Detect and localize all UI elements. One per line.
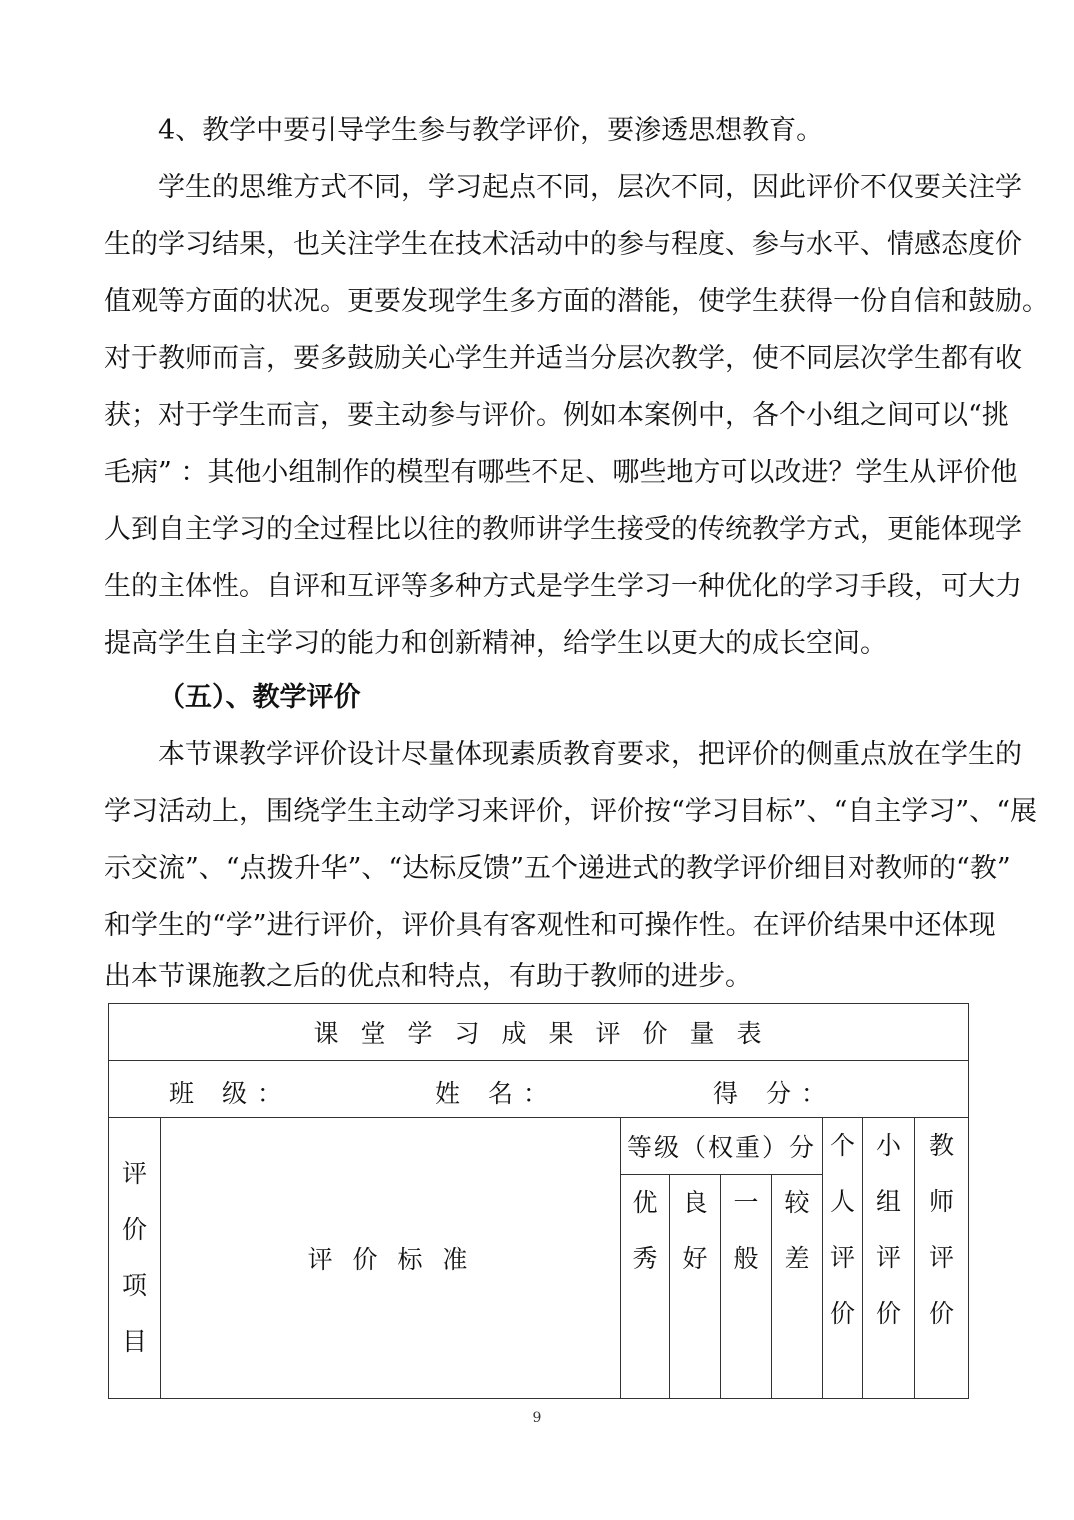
paragraph-line: 人到自主学习的全过程比以往的教师讲学生接受的传统教学方式，更能体现学 [104,514,1022,545]
paragraph-line: 和学生的“学”进行评价，评价具有客观性和可操作性。在评价结果中还体现 [104,910,996,941]
teacher-evaluation-header: 教 师 评 价 [915,1118,969,1399]
paragraph-line: 对于教师而言，要多鼓励关心学生并适当分层次教学，使不同层次学生都有收 [104,343,1022,374]
paragraph-line: 学习活动上，围绕学生主动学习来评价，评价按“学习目标”、“自主学习”、“展 [104,796,1038,827]
grade-good: 良 好 [670,1175,721,1399]
paragraph-item-4: 4、教学中要引导学生参与教学评价，要渗透思想教育。 [158,115,824,146]
paragraph-line: 出本节课施教之后的优点和特点，有助于教师的进步。 [104,961,752,992]
grade-average: 一 般 [721,1175,772,1399]
class-label: 班 级： [169,1079,292,1108]
paragraph-line: 本节课教学评价设计尽量体现素质教育要求，把评价的侧重点放在学生的 [158,739,1022,770]
evaluation-standard-header: 评 价 标 准 [161,1118,621,1399]
paragraph-line: 生的学习结果，也关注学生在技术活动中的参与程度、参与水平、情感态度价 [104,229,1022,260]
group-evaluation-header: 小 组 评 价 [863,1118,915,1399]
paragraph-line: 值观等方面的状况。更要发现学生多方面的潜能，使学生获得一份自信和鼓励。 [104,286,1049,317]
paragraph-line: 示交流”、“点拨升华”、“达标反馈”五个递进式的教学评价细目对教师的“教” [104,853,1011,884]
paragraph-line: 生的主体性。自评和互评等多种方式是学生学习一种优化的学习手段，可大力 [104,571,1022,602]
self-evaluation-header: 个 人 评 价 [823,1118,863,1399]
page-number: 9 [532,1410,542,1426]
paragraph-line: 获；对于学生而言，要主动参与评价。例如本案例中，各个小组之间可以“挑 [104,400,1009,431]
name-label: 姓 名： [435,1079,558,1108]
paragraph-line: 学生的思维方式不同，学习起点不同，层次不同，因此评价不仅要关注学 [158,172,1022,203]
grade-weight-header: 等级（权重）分 [621,1118,823,1175]
score-label: 得 分： [713,1079,836,1108]
paragraph-line: 提高学生自主学习的能力和创新精神，给学生以更大的成长空间。 [104,628,887,659]
evaluation-item-header: 评 价 项 目 [109,1118,161,1399]
grade-poor: 较 差 [772,1175,823,1399]
grade-excellent: 优 秀 [621,1175,670,1399]
student-info-row [109,1061,969,1118]
table-title: 课堂学习成果评价量表 [109,1004,969,1061]
evaluation-table [108,1003,969,1399]
paragraph-line: 毛病” ：其他小组制作的模型有哪些不足、哪些地方可以改进？学生从评价他 [104,457,1018,488]
section-heading: （五）、教学评价 [158,682,361,713]
